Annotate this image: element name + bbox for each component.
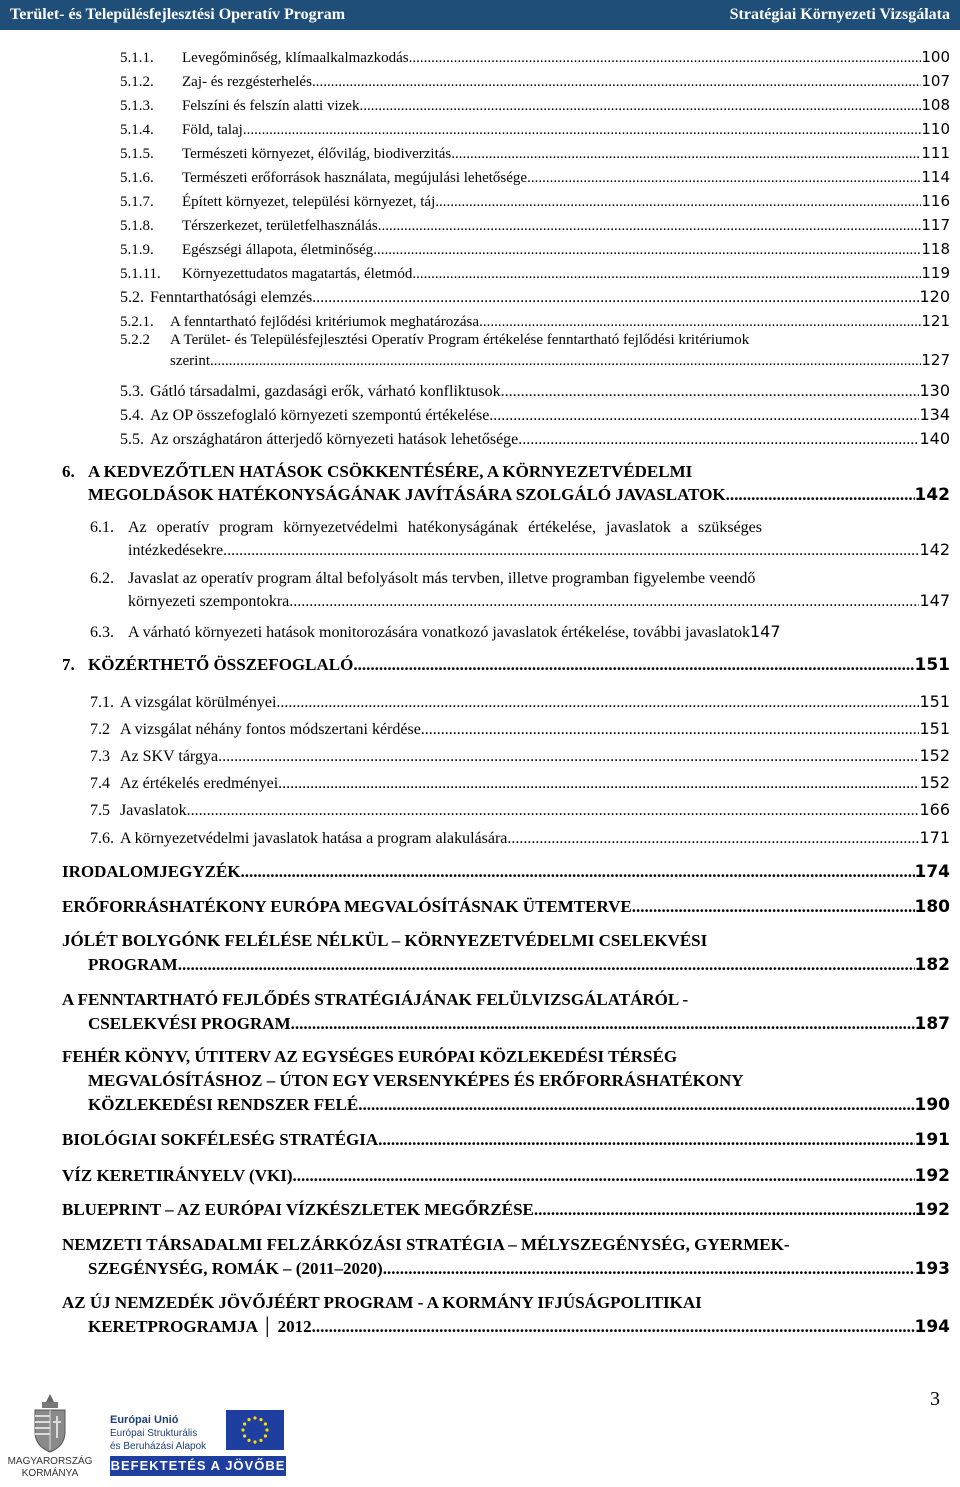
- toc-title: A várható környezeti hatások monitorozására vonatkozó javaslatok értékelése, további javaslatok: [128, 624, 750, 641]
- toc-page: 111: [921, 144, 950, 162]
- toc-number: 5.3.: [120, 383, 144, 400]
- toc-entry[interactable]: [62, 897, 950, 917]
- toc-title-line: AZ ÚJ NEMZEDÉK JÖVŐJÉÉRT PROGRAM - A KORMÁNY IFJÚSÁGPOLITIKAI: [62, 1293, 702, 1312]
- toc-leader: [409, 50, 922, 67]
- toc-title: Az SKV tárgya: [120, 748, 219, 765]
- toc-title: BLUEPRINT – AZ EURÓPAI VÍZKÉSZLETEK MEGŐRZÉSE: [62, 1200, 534, 1219]
- toc-page: 119: [921, 264, 950, 282]
- toc-page: 114: [921, 168, 950, 186]
- toc-page: 190: [914, 1095, 950, 1115]
- toc-page: 152: [919, 773, 950, 792]
- toc-number: 6.3.: [90, 624, 114, 641]
- toc-page: 117: [921, 216, 950, 234]
- toc-page: 147: [750, 622, 781, 641]
- page-number: 3: [930, 1388, 940, 1410]
- toc-number: 6.: [62, 462, 75, 481]
- toc-page: 118: [921, 240, 950, 258]
- toc-entry[interactable]: [120, 168, 950, 187]
- toc-title: KÖZLEKEDÉSI RENDSZER FELÉ: [88, 1095, 359, 1114]
- toc-title: A vizsgálat néhány fontos módszertani kérdése: [120, 721, 421, 738]
- toc-page: 182: [914, 955, 950, 975]
- toc-title: Gátló társadalmi, gazdasági erők, várható konfliktusok: [150, 383, 501, 400]
- toc-title-line: A Terület- és Településfejlesztési Operatív Program értékelése fenntartható fejlődési kritériumok: [170, 332, 750, 348]
- toc-title: SZEGÉNYSÉG, ROMÁK – (2011–2020): [88, 1259, 383, 1278]
- toc-title-line: FEHÉR KÖNYV, ÚTITERV AZ EGYSÉGES EURÓPAI KÖZLEKEDÉSI TÉRSÉG: [62, 1047, 678, 1066]
- toc-entry[interactable]: [120, 332, 950, 370]
- toc-page: 180: [914, 897, 950, 917]
- toc-page: 187: [914, 1014, 950, 1034]
- toc-title: Zaj- és rezgésterhelés: [182, 74, 312, 90]
- eu-title: Európai Unió: [110, 1414, 179, 1426]
- toc-leader: [435, 194, 921, 211]
- toc-entry[interactable]: [62, 655, 950, 675]
- toc-number: 5.1.3.: [120, 98, 154, 114]
- crest-label-line: MAGYARORSZÁG: [7, 1456, 93, 1467]
- toc-entry[interactable]: [90, 622, 950, 642]
- toc-title: VÍZ KERETIRÁNYELV (VKI): [62, 1166, 293, 1185]
- toc-leader: [243, 122, 922, 139]
- toc-number: 5.4.: [120, 407, 144, 424]
- toc-leader: [358, 1095, 914, 1115]
- toc-entry[interactable]: [120, 264, 950, 283]
- toc-title: környezeti szempontokra: [128, 593, 290, 610]
- toc-leader: [312, 1317, 915, 1337]
- toc-title: Az országhatáron átterjedő környezeti hatások lehetősége: [150, 431, 519, 448]
- toc-leader: [534, 1200, 915, 1220]
- toc-entry[interactable]: [62, 1293, 950, 1337]
- toc-title: PROGRAM: [88, 955, 178, 974]
- eu-line: Európai Strukturális: [110, 1428, 198, 1439]
- toc-leader: [278, 775, 919, 793]
- toc-leader: [479, 314, 921, 331]
- toc-title: intézkedésekre: [128, 542, 224, 559]
- eu-funds-text: [110, 1414, 206, 1453]
- toc-page: 130: [919, 381, 950, 400]
- toc-title: Természeti környezet, élővilág, biodiverzitás: [182, 146, 452, 162]
- toc-number: 5.1.7.: [120, 194, 154, 210]
- crest-label: [0, 1456, 100, 1480]
- toc-number: 7.: [62, 655, 75, 674]
- toc-number: 5.1.4.: [120, 122, 154, 138]
- toc-leader: [218, 748, 919, 766]
- toc-number: 5.1.9.: [120, 242, 154, 258]
- toc-title: ERŐFORRÁSHATÉKONY EURÓPA MEGVALÓSÍTÁSNAK ÜTEMTERVE: [62, 897, 632, 916]
- toc-leader: [378, 218, 922, 235]
- toc-leader: [378, 1130, 914, 1150]
- toc-title: Föld, talaj: [182, 122, 243, 138]
- toc-title: Az OP összefoglaló környezeti szempontú értékelése: [150, 407, 490, 424]
- toc-entry[interactable]: [120, 144, 950, 163]
- toc-entry[interactable]: [62, 1166, 950, 1186]
- toc-leader: [241, 862, 915, 882]
- toc-number: 5.1.5.: [120, 146, 154, 162]
- toc-leader: [178, 955, 915, 975]
- toc-page: 134: [919, 405, 950, 424]
- toc-leader: [291, 1014, 915, 1034]
- toc-leader: [527, 170, 921, 187]
- toc-page: 193: [914, 1259, 950, 1279]
- toc-number: 5.1.1.: [120, 50, 154, 66]
- toc-page: 107: [921, 72, 950, 90]
- toc-entry[interactable]: [90, 519, 950, 560]
- toc-title: IRODALOMJEGYZÉK: [62, 862, 241, 881]
- toc-number: 5.1.6.: [120, 170, 154, 186]
- toc-page: 192: [914, 1166, 950, 1186]
- toc-page: 142: [914, 485, 950, 505]
- toc-page: 110: [921, 120, 950, 138]
- toc-number: 5.1.11.: [120, 266, 161, 282]
- toc-entry[interactable]: [62, 1235, 950, 1279]
- toc-title: Fenntarthatósági elemzés: [150, 289, 313, 306]
- toc-title: Az értékelés eredményei: [120, 775, 279, 792]
- toc-title: Egészségi állapota, életminőség: [182, 242, 374, 258]
- toc-leader: [632, 897, 915, 917]
- toc-leader: [276, 694, 919, 712]
- toc-entry[interactable]: [120, 192, 950, 211]
- toc-entry[interactable]: [120, 72, 950, 91]
- toc-number: 5.2.: [120, 289, 144, 306]
- toc-leader: [187, 802, 920, 820]
- toc-title: MEGOLDÁSOK HATÉKONYSÁGÁNAK JAVÍTÁSÁRA SZOLGÁLÓ JAVASLATOK: [88, 485, 726, 504]
- toc-entry[interactable]: [62, 462, 950, 505]
- toc-number: 6.1.: [90, 519, 114, 536]
- toc-page: 108: [921, 96, 950, 114]
- toc-title: CSELEKVÉSI PROGRAM: [88, 1014, 291, 1033]
- toc-entry[interactable]: [90, 746, 950, 766]
- toc-leader: [373, 242, 921, 259]
- toc-entry[interactable]: [62, 1047, 950, 1115]
- toc-entry[interactable]: [120, 312, 950, 331]
- toc-title-line: Az operatív program környezetvédelmi hatékonyságának értékelése, javaslatok a szükséges: [128, 519, 762, 536]
- toc-page: 127: [921, 351, 950, 369]
- eu-line: és Beruházási Alapok: [110, 1441, 207, 1452]
- toc-entry[interactable]: [90, 570, 950, 611]
- toc-page: 151: [914, 655, 950, 675]
- toc-page: 120: [919, 287, 950, 306]
- header-left-title: Terület- és Településfejlesztési Operatív Program: [10, 6, 346, 23]
- toc-leader: [210, 353, 921, 370]
- toc-title: Térszerkezet, területfelhasználás: [182, 218, 378, 234]
- toc-leader: [359, 98, 921, 115]
- toc-title: A vizsgálat körülményei: [120, 694, 277, 711]
- toc-page: 192: [914, 1200, 950, 1220]
- toc-leader: [501, 383, 920, 401]
- toc-entry[interactable]: [62, 990, 950, 1034]
- toc-number: 6.2.: [90, 570, 114, 587]
- toc-entry[interactable]: [120, 96, 950, 115]
- toc-number: 5.2.2: [120, 332, 150, 348]
- toc-page: 191: [914, 1130, 950, 1150]
- toc-number: 7.5: [90, 802, 110, 819]
- toc-leader: [489, 407, 919, 425]
- toc-title-line: MEGVALÓSÍTÁSHOZ – ÚTON EGY VERSENYKÉPES ÉS ERŐFORRÁSHATÉKONY: [88, 1071, 744, 1090]
- toc-entry[interactable]: [120, 429, 950, 449]
- toc-number: 7.3: [90, 748, 110, 765]
- toc-entry[interactable]: [90, 692, 950, 712]
- toc-page: 152: [919, 746, 950, 765]
- toc-leader: [507, 830, 919, 848]
- toc-page: 174: [914, 862, 950, 882]
- toc-number: 7.6.: [90, 830, 114, 847]
- eu-flag-icon: [226, 1410, 284, 1450]
- toc-title-line: Javaslat az operatív program által befolyásolt más tervben, illetve programban figyelembe veendő: [128, 570, 756, 587]
- toc-leader: [518, 431, 919, 449]
- toc-title-line: A FENNTARTHATÓ FEJLŐDÉS STRATÉGIÁJÁNAK FELÜLVIZSGÁLATÁRÓL -: [62, 990, 689, 1009]
- toc-number: 7.4: [90, 775, 110, 792]
- toc-title: Felszíni és felszín alatti vizek: [182, 98, 360, 114]
- toc-title-line: JÓLÉT BOLYGÓNK FELÉLÉSE NÉLKÜL – KÖRNYEZETVÉDELMI CSELEKVÉSI: [62, 931, 708, 950]
- toc-entry[interactable]: [120, 216, 950, 235]
- toc-number: 5.1.8.: [120, 218, 154, 234]
- eu-slogan-banner: BEFEKTETÉS A JÖVŐBE: [110, 1456, 286, 1476]
- toc-entry[interactable]: [90, 800, 950, 820]
- toc-title: A fenntartható fejlődési kritériumok meghatározása: [170, 314, 480, 330]
- toc-entry[interactable]: [62, 1130, 950, 1150]
- toc-title-line: A KEDVEZŐTLEN HATÁSOK CSÖKKENTÉSÉRE, A KÖRNYEZETVÉDELMI: [88, 462, 693, 481]
- toc-entry[interactable]: [90, 828, 950, 848]
- toc-title: szerint: [170, 353, 210, 369]
- toc-title: Levegőminőség, klímaalkalmazkodás: [182, 50, 409, 66]
- toc-title: Javaslatok: [120, 802, 187, 819]
- toc-number: 5.5.: [120, 431, 144, 448]
- toc-entry[interactable]: [62, 1200, 950, 1220]
- toc-title: KERETPROGRAMJA │ 2012: [88, 1317, 312, 1336]
- toc-page: 142: [919, 540, 950, 559]
- toc-page: 194: [914, 1317, 950, 1337]
- toc-page: 121: [921, 312, 950, 330]
- crest-label-line: KORMÁNYA: [21, 1468, 79, 1479]
- toc-number: 7.1.: [90, 694, 114, 711]
- toc-entry[interactable]: [120, 287, 950, 307]
- toc-page: 151: [919, 692, 950, 711]
- toc-title: KÖZÉRTHETŐ ÖSSZEFOGLALÓ: [88, 655, 354, 674]
- toc-page: 147: [919, 591, 950, 610]
- toc-leader: [312, 74, 921, 91]
- toc-leader: [312, 289, 919, 307]
- toc-leader: [451, 146, 921, 163]
- toc-leader: [223, 542, 919, 560]
- toc-leader: [421, 721, 920, 739]
- toc-title: Környezettudatos magatartás, életmód: [182, 266, 413, 282]
- toc-leader: [383, 1259, 915, 1279]
- toc-leader: [353, 655, 914, 675]
- toc-page: 140: [919, 429, 950, 448]
- toc-entry[interactable]: [120, 240, 950, 259]
- toc-title: A környezetvédelmi javaslatok hatása a program alakulására: [120, 830, 508, 847]
- toc-title: BIOLÓGIAI SOKFÉLESÉG STRATÉGIA: [62, 1130, 379, 1149]
- toc-leader: [289, 593, 919, 611]
- toc-entry[interactable]: [90, 719, 950, 739]
- toc-number: 7.2: [90, 721, 110, 738]
- toc-entry[interactable]: [120, 405, 950, 425]
- toc-number: 5.2.1.: [120, 314, 154, 330]
- toc-leader: [726, 485, 915, 505]
- toc-title-line: NEMZETI TÁRSADALMI FELZÁRKÓZÁSI STRATÉGIA – MÉLYSZEGÉNYSÉG, GYERMEK-: [62, 1235, 790, 1254]
- toc-entry[interactable]: [120, 120, 950, 139]
- toc-number: 5.1.2.: [120, 74, 154, 90]
- toc-entry[interactable]: [120, 48, 950, 67]
- toc-page: 100: [921, 48, 950, 66]
- toc-title: Természeti erőforrások használata, megújulási lehetősége: [182, 170, 528, 186]
- header-right-title: Stratégiai Környezeti Vizsgálata: [729, 6, 950, 23]
- toc-entry[interactable]: [62, 931, 950, 975]
- toc-page: 166: [919, 800, 950, 819]
- toc-leader: [412, 266, 921, 283]
- toc-leader: [293, 1166, 915, 1186]
- toc-page: 116: [921, 192, 950, 210]
- toc-title: Épített környezet, települési környezet, táj: [182, 194, 436, 210]
- toc-entry[interactable]: [62, 862, 950, 882]
- toc-page: 171: [919, 828, 950, 847]
- toc-entry[interactable]: [120, 381, 950, 401]
- toc-page: 151: [919, 719, 950, 738]
- toc-entry[interactable]: [90, 773, 950, 793]
